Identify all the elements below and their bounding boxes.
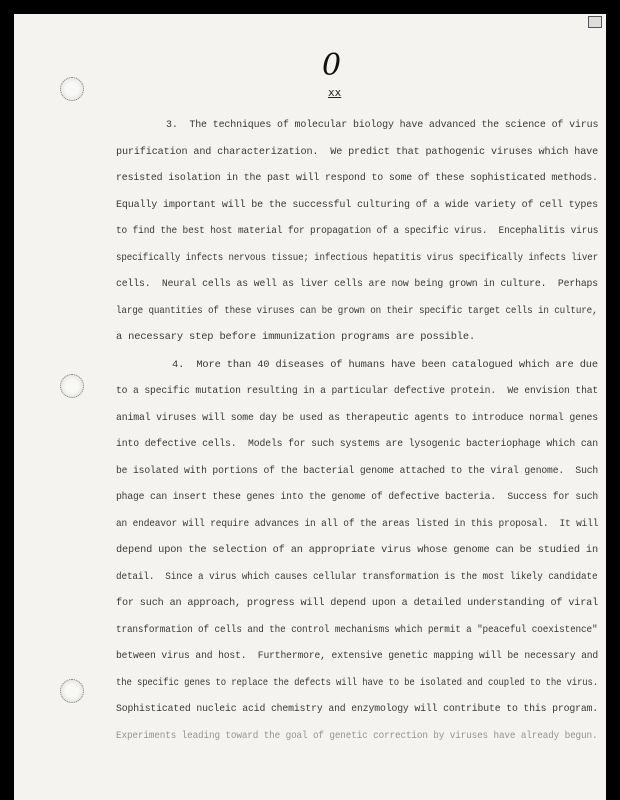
paragraph-3-line-9: a necessary step before immunization programs are possible. [116,331,476,343]
paragraph-4-line-13: the specific genes to replace the defects will have to be isolated and coupled to the virus. [116,677,599,689]
paragraph-4-line-14: Sophisticated nucleic acid chemistry and enzymology will contribute to this program. [116,703,599,715]
paragraph-4-line-2: to a specific mutation resulting in a particular defective protein. We envision that [116,385,599,397]
paragraph-4-line-7: an endeavor will require advances in all of the areas listed in this proposal. It will [116,518,599,530]
paragraph-4-line-5: be isolated with portions of the bacterial genome attached to the viral genome. Such [116,465,599,477]
paragraph-3-line-7: cells. Neural cells as well as liver cells are now being grown in culture. Perhaps [116,278,599,290]
paragraph-4-line-15: Experiments leading toward the goal of genetic correction by viruses have already begun. [116,730,598,742]
paragraph-4-line-9: detail. Since a virus which causes cellular transformation is the most likely candidate [116,571,598,583]
paragraph-4-line-4: into defective cells. Models for such systems are lysogenic bacteriophage which can [116,438,599,450]
paragraph-4-line-1: 4. More than 40 diseases of humans have been catalogued which are due [172,359,598,371]
paragraph-4-line-10: for such an approach, progress will depend upon a detailed understanding of viral [116,597,599,609]
paragraph-3-line-4: Equally important will be the successful culturing of a wide variety of cell types [116,199,599,211]
paragraph-4-line-12: between virus and host. Furthermore, extensive genetic mapping will be necessary and [116,650,599,662]
paragraph-3-line-6: specifically infects nervous tissue; infectious hepatitis virus specifically infects liver [116,252,598,264]
page-number-mark: xx [328,86,342,99]
paragraph-3-line-5: to find the best host material for propagation of a specific virus. Encephalitis virus [116,225,599,237]
page-number: 0 [322,48,342,83]
document-page [14,14,606,800]
paragraph-3-line-2: purification and characterization. We predict that pathogenic viruses which have [116,146,599,158]
paragraph-4-line-3: animal viruses will some day be used as therapeutic agents to introduce normal genes [116,412,599,424]
paragraph-3-line-8: large quantities of these viruses can be grown on their specific target cells in culture, [116,305,598,317]
paragraph-4-line-8: depend upon the selection of an appropriate virus whose genome can be studied in [116,544,598,556]
paragraph-4-line-6: phage can insert these genes into the genome of defective bacteria. Success for such [116,491,599,503]
document-body [14,14,606,800]
paragraph-3-line-3: resisted isolation in the past will respond to some of these sophisticated methods. [116,172,598,184]
paragraph-4-line-11: transformation of cells and the control mechanisms which permit a "peaceful coexistence" [116,624,598,636]
paragraph-3-line-1: 3. The techniques of molecular biology have advanced the science of virus [166,119,599,131]
